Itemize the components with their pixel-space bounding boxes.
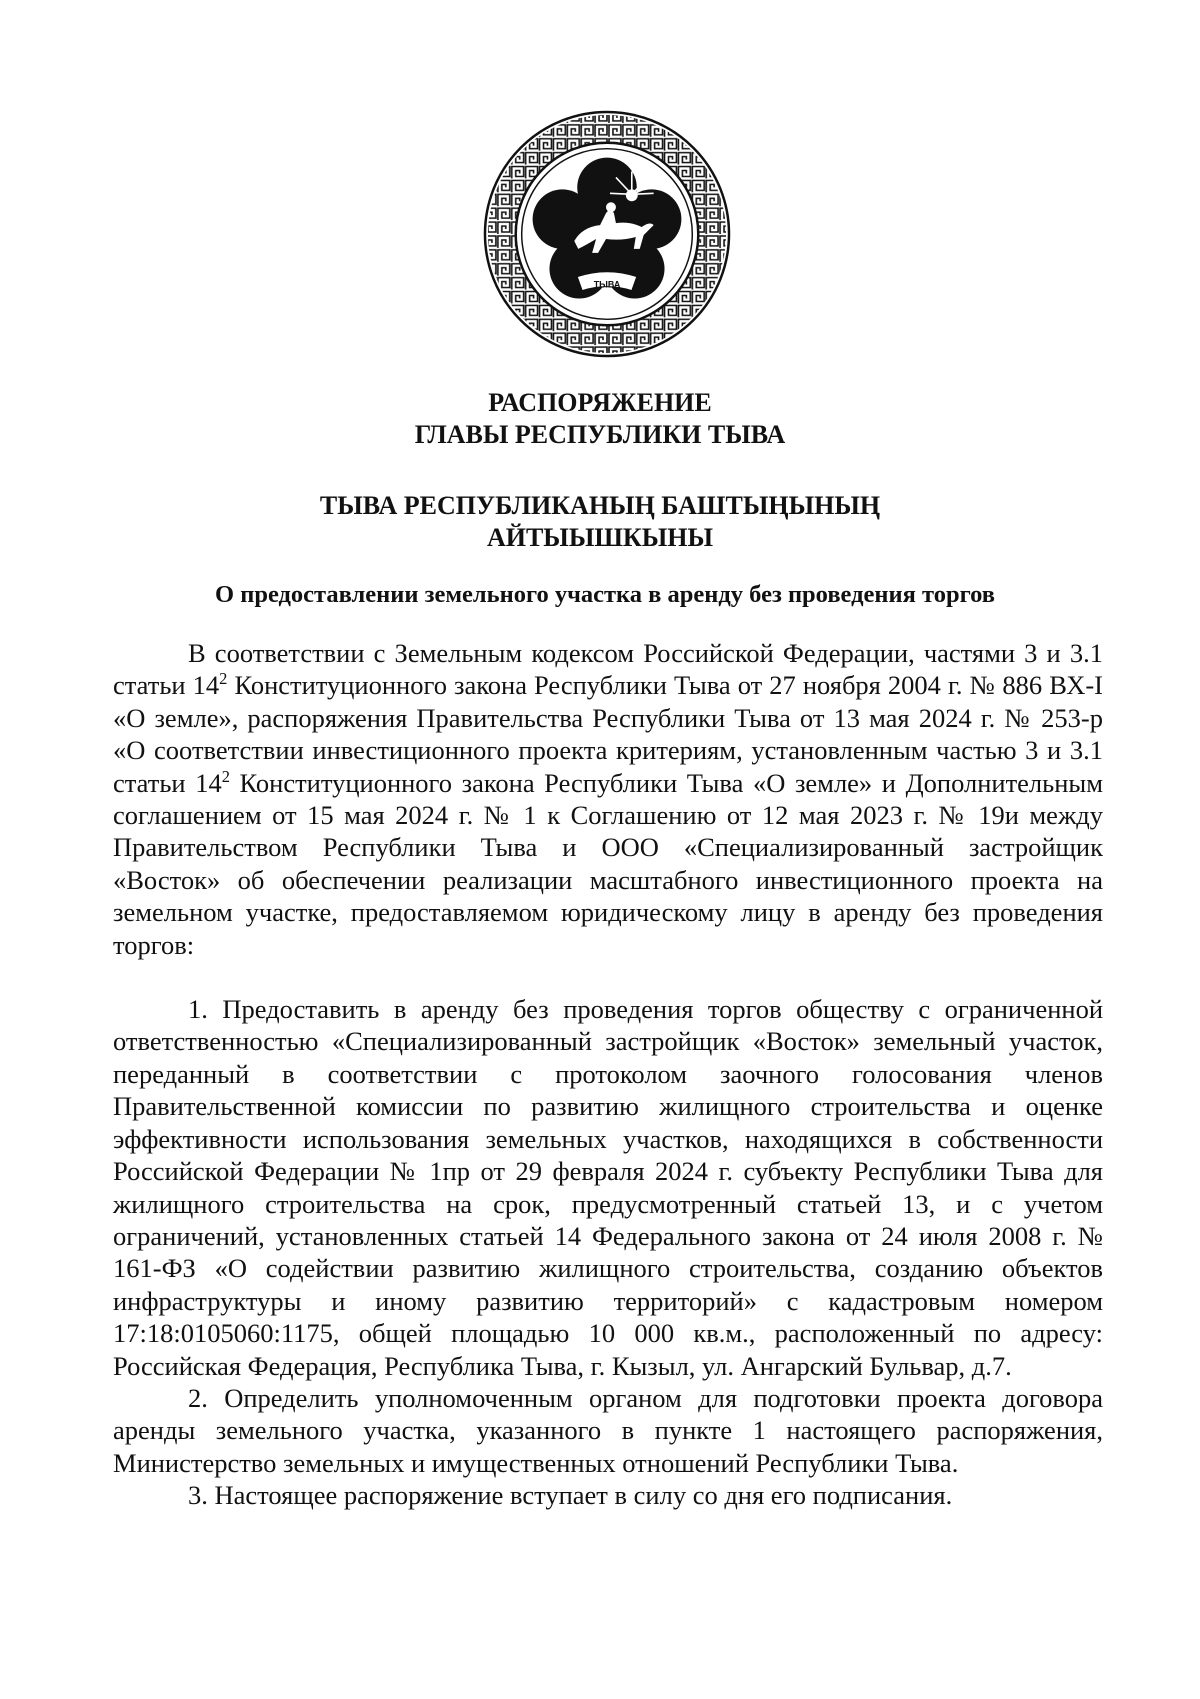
clause-text: Настоящее распоряжение вступает в силу со дня его подписания. (214, 1480, 953, 1511)
document-title (0, 387, 1200, 451)
clause-number: 3. (188, 1480, 208, 1511)
superscript: 2 (219, 669, 228, 689)
emblem (483, 110, 731, 358)
preamble-paragraph (113, 637, 1103, 961)
tuva-coat-of-arms-icon (483, 110, 731, 358)
clause-text: Предоставить в аренду без проведения торгов обществу с ограниченной ответственностью «Специализированный застройщик «Восток» земельный участок, переданный в соответствии с протоколом заочного голосования членов Правительственной комиссии по развитию жилищного строительства и оценке эффективности использования земельных участков, находящихся в собственности Российской Федерации № 1пр от 29 февраля 2024 г. субъекту Республики Тыва для жилищного строительства на срок, предусмотренный статьей 13, и с учетом ограничений, установленных статьей 14 Федерального закона от 24 июля 2008 г. № 161-ФЗ «О содействии развитию жилищного строительства, созданию объектов инфраструктуры и иному развитию территорий» с кадастровым номером 17:18:0105060:1175, общей площадью 10 000 кв.м., расположенный по адресу: Российская Федерация, Республика Тыва, г. Кызыл, ул. Ангарский Бульвар, д.7. (113, 994, 1103, 1381)
superscript: 2 (221, 766, 230, 786)
document-title-tuvan (0, 490, 1200, 554)
preamble-text-1: В соответствии с Земельным кодексом Российской Федерации, частями 3 и 3.1 статьи 14 (113, 638, 1103, 701)
clause-text: Определить уполномоченным органом для подготовки проекта договора аренды земельного участка, указанного в пункте 1 настоящего распоряжения, Министерство земельных и имущественных отношений Республики Тыва. (113, 1382, 1104, 1478)
clause-number: 1. (188, 994, 208, 1025)
document-subject: О предоставлении земельного участка в аренду без проведения торгов (215, 581, 995, 608)
clause-1 (113, 993, 1103, 1382)
tuvan-title-line-2: АЙТЫЫШКЫНЫ (486, 523, 714, 552)
tuvan-title-line-1: ТЫВА РЕСПУБЛИКАНЫҢ БАШТЫҢЫНЫҢ (319, 491, 881, 520)
clause-number: 2. (188, 1382, 208, 1413)
title-line-2: ГЛАВЫ РЕСПУБЛИКИ ТЫВА (414, 420, 786, 449)
preamble-text-3: Конституционного закона Республики Тыва «О земле» и Дополнительным соглашением от 15 мая 2024 г. № 1 к Соглашению от 12 мая 2023 г. № 19и между Правительством Республики Тыва и ООО «Специализированный застройщик «Восток» об обеспечении реализации масштабного инвестиционного проекта на земельном участке, предоставляемом юридическому лицу в аренду без проведения торгов: (113, 767, 1103, 960)
emblem-text: ТЫВА (593, 279, 621, 290)
clause-2 (113, 1382, 1103, 1479)
preamble-text-2: Конституционного закона Республики Тыва от 27 ноября 2004 г. № 886 ВХ-I «О земле», распоряжения Правительства Республики Тыва от 13 мая 2024 г. № 253-р «О соответствии инвестиционного проекта критериям, установленным частью 3 и 3.1 статьи 14 (113, 670, 1103, 798)
clause-3 (113, 1479, 1103, 1511)
document-body (113, 637, 1103, 1512)
title-line-1: РАСПОРЯЖЕНИЕ (488, 388, 712, 417)
